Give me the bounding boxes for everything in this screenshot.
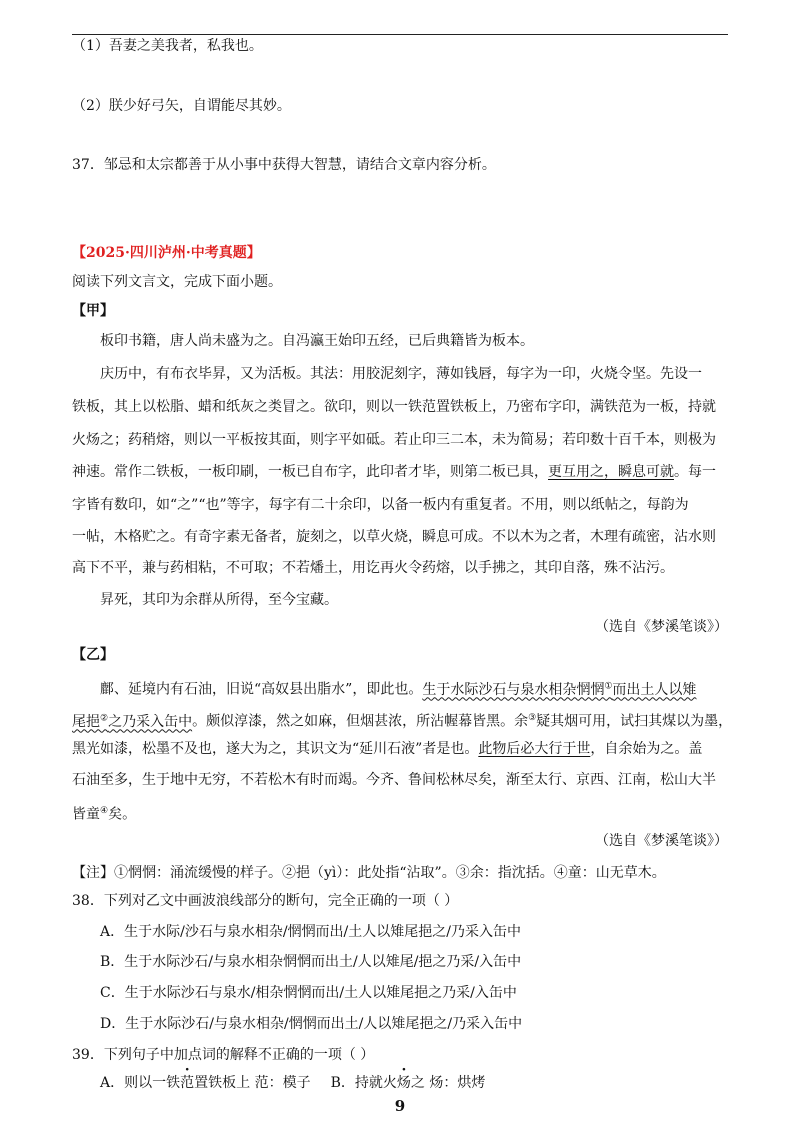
yi-line-4: 石油至多，生于地中无穷，不若松木有时而竭。今齐、鲁间松林尽矣，渐至太行、京西、江南，松山大半 (72, 772, 716, 788)
q38-option-c: C．生于水际沙石与泉水/相杂惘惘而出/土人以雉尾挹之乃采/入缶中 (100, 985, 517, 1001)
yi-label: 【乙】 (72, 647, 114, 663)
q38-option-d: D．生于水际沙石/与泉水相杂/惘惘而出土/人以雉尾挹之/乃采入缶中 (100, 1016, 523, 1032)
jia-line-7: 一帖，木格贮之。有奇字素无备者，旋刻之，以草火烧，瞬息可成。不以木为之者，木理有疏密，沾水则 (72, 529, 716, 545)
jia-line-8: 高下不平，兼与药相粘，不可取；不若燔土，用讫再火令药熔，以手拂之，其印自落，殊不沾污。 (72, 560, 674, 576)
jia-line-9: 昇死，其印为余群从所得，至今宝藏。 (100, 592, 338, 608)
jia-line-1: 板印书籍，唐人尚未盛为之。自冯瀛王始印五经，已后典籍皆为板本。 (100, 333, 534, 349)
underlined-phrase-2: 此物后必大行于世 (478, 741, 591, 757)
question-39: 39．下列句子中加点词的解释不正确的一项（ ） (72, 1047, 375, 1063)
underlined-phrase: 更互用之，瞬息可就 (548, 464, 674, 480)
q39-options (100, 1073, 485, 1093)
yi-line-1: 鄜、延境内有石油，旧说“高奴县出脂水”，即此也。生于水际沙石与泉水相杂惘惘①而出土人以雉 (100, 681, 697, 698)
note: 【注】①惘惘：涌流缓慢的样子。②挹（yì）：此处指“沾取”。③余：指沈括。④童：山无草木。 (72, 865, 666, 881)
wavy-segment-2: 尾挹②之乃采入缶中 (72, 713, 193, 730)
yi-line-5: 皆童④矣。 (72, 806, 137, 823)
jia-source: （选自《梦溪笔谈》） (595, 619, 728, 635)
page-number: 9 (394, 1097, 406, 1115)
jia-line-3: 铁板，其上以松脂、蜡和纸灰之类冒之。欲印，则以一铁范置铁板上，乃密布字印，满铁范为一板，持就 (72, 399, 716, 415)
wavy-segment-1: 生于水际沙石与泉水相杂惘惘①而出土人以雉 (422, 681, 697, 698)
exam-tag: 【2025·四川泸州·中考真题】 (72, 245, 261, 261)
jia-line-2: 庆历中，有布衣毕昇，又为活板。其法：用胶泥刻字，薄如钱唇，每字为一印，火烧令坚。先设一 (100, 366, 702, 382)
question-37: 37．邹忌和太宗都善于从小事中获得大智慧，请结合文章内容分析。 (72, 157, 496, 173)
item-1: （1）吾妻之美我者，私我也。 (72, 38, 263, 54)
q39-option-a: A．则以一铁范置铁板上 范：模子 (100, 1075, 311, 1091)
yi-line-3: 黑光如漆，松墨不及也，遂大为之，其识文为“延川石液”者是也。此物后必大行于世，自余始为之。盖 (72, 741, 703, 757)
jia-line-6: 字皆有数印，如“之”“也”等字，每字有二十余印，以备一板内有重复者。不用，则以纸帖之，每韵为 (72, 497, 689, 513)
jia-line-4: 火炀之；药稍熔，则以一平板按其面，则字平如砥。若止印三二本，未为简易；若印数十百千本，则极为 (72, 432, 716, 448)
item-2: （2）朕少好弓矢，自谓能尽其妙。 (72, 98, 291, 114)
jia-line-5: 神速。常作二铁板，一板印刷，一板已自布字，此印者才毕，则第二板已具，更互用之，瞬息可就。每一 (72, 464, 716, 480)
yi-line-2: 尾挹②之乃采入缶中。颇似淳漆，然之如麻，但烟甚浓，所沾幄幕皆黑。余③疑其烟可用，试扫其煤以为墨， (72, 713, 733, 730)
yi-source: （选自《梦溪笔谈》） (595, 833, 728, 849)
q38-option-a: A．生于水际/沙石与泉水相杂/惘惘而出/土人以雉尾挹之/乃采入缶中 (100, 924, 521, 940)
jia-label: 【甲】 (72, 303, 114, 319)
q39-option-b: B．持就火炀之 炀：烘烤 (330, 1075, 486, 1091)
instruction: 阅读下列文言文，完成下面小题。 (72, 274, 282, 290)
question-38: 38．下列对乙文中画波浪线部分的断句，完全正确的一项（ ） (72, 893, 459, 909)
header-rule (72, 34, 728, 35)
q38-option-b: B．生于水际沙石/与泉水相杂惘惘而出土/人以雉尾/挹之乃采/入缶中 (100, 954, 522, 970)
